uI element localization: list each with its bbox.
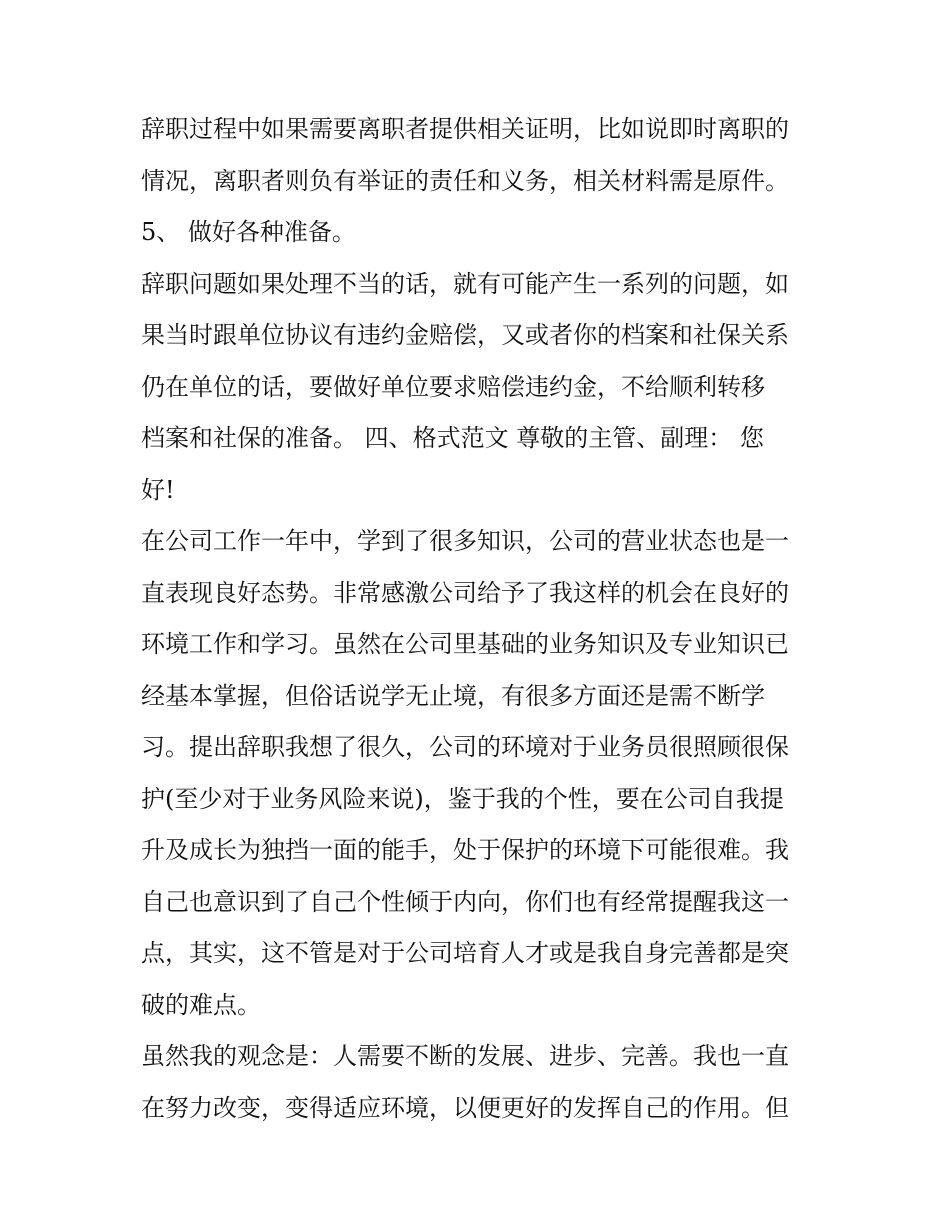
text-line-2: 情况，离职者则负有举证的责任和义务，相关材料需是原件。 bbox=[141, 166, 789, 195]
document-body bbox=[141, 104, 816, 1134]
text-line-7: 档案和社保的准备。 四、格式范文 尊敬的主管、副理： 您 bbox=[141, 424, 764, 452]
text-line-10: 直表现良好态势。非常感激公司给予了我这样的机会在良好的 bbox=[141, 578, 789, 607]
text-line-6: 仍在单位的话，要做好单位要求赔偿违约金，不给顺利转移 bbox=[141, 372, 765, 401]
text-line-11: 环境工作和学习。虽然在公司里基础的业务知识及专业知识已 bbox=[141, 630, 789, 658]
text-line-19: 虽然我的观念是：人需要不断的发展、进步、完善。我也一直 bbox=[141, 1042, 789, 1070]
text-line-13: 习。提出辞职我想了很久，公司的环境对于业务员很照顾很保 bbox=[141, 733, 789, 761]
text-line-16: 自己也意识到了自己个性倾于内向，你们也有经常提醒我这一 bbox=[141, 887, 789, 916]
text-line-20: 在努力改变，变得适应环境，以便更好的发挥自己的作用。但 bbox=[141, 1093, 789, 1122]
text-line-17: 点，其实，这不管是对于公司培育人才或是我自身完善都是突 bbox=[141, 939, 789, 967]
text-line-14: 护(至少对于业务风险来说)，鉴于我的个性，要在公司自我提 bbox=[141, 784, 784, 813]
text-line-9: 在公司工作一年中，学到了很多知识，公司的营业状态也是一 bbox=[141, 527, 789, 555]
text-line-8: 好! bbox=[141, 475, 175, 504]
text-line-15: 升及成长为独挡一面的能手，处于保护的环境下可能很难。我 bbox=[141, 836, 789, 864]
text-line-12: 经基本掌握，但俗话说学无止境，有很多方面还是需不断学 bbox=[141, 681, 765, 710]
text-line-5: 果当时跟单位协议有违约金赔偿，又或者你的档案和社保关系 bbox=[141, 321, 789, 349]
text-line-1: 辞职过程中如果需要离职者提供相关证明，比如说即时离职的 bbox=[141, 115, 789, 143]
text-line-4: 辞职问题如果处理不当的话，就有可能产生一系列的问题，如 bbox=[141, 269, 789, 298]
text-line-3: 5、 做好各种准备。 bbox=[141, 218, 356, 246]
text-line-18: 破的难点。 bbox=[141, 990, 261, 1019]
